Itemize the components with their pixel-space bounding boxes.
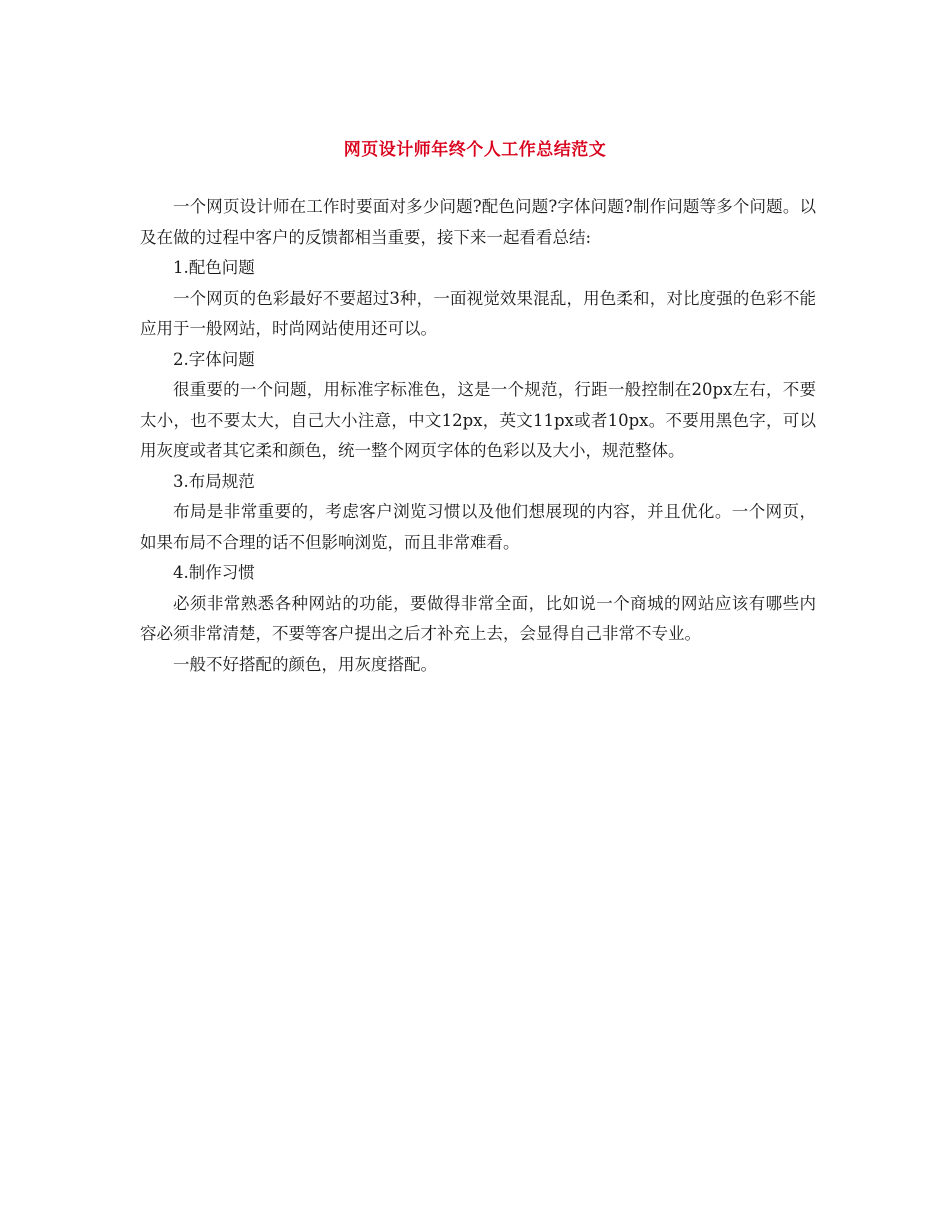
closing-paragraph: 一般不好搭配的颜色，用灰度搭配。 — [173, 654, 437, 674]
layout-paragraph: 布局是非常重要的，考虑客户浏览习惯以及他们想展现的内容，并且优化。一个网页，如果布局不合理的话不但影响浏览，而且非常难看。 — [140, 502, 816, 552]
font-paragraph: 很重要的一个问题，用标准字标准色，这是一个规范，行距一般控制在20px左右，不要太小，也不要太大，自己大小注意，中文12px，英文11px或者10px。不要用黑色字，可以用灰度或者其它柔和颜色，统一整个网页字体的色彩以及大小，规范整体。 — [140, 380, 816, 460]
intro-paragraph: 一个网页设计师在工作时要面对多少问题?配色问题?字体问题?制作问题等多个问题。以及在做的过程中客户的反馈都相当重要，接下来一起看看总结: — [140, 197, 816, 247]
section-heading-color: 1.配色问题 — [173, 258, 255, 277]
section-heading-habits: 4.制作习惯 — [173, 563, 255, 582]
section-heading-layout: 3.布局规范 — [173, 471, 255, 491]
section-heading-font: 2.字体问题 — [173, 349, 255, 369]
document-body — [140, 192, 816, 680]
habits-paragraph: 必须非常熟悉各种网站的功能，要做得非常全面，比如说一个商城的网站应该有哪些内容必须非常清楚，不要等客户提出之后才补充上去，会显得自己非常不专业。 — [140, 593, 816, 643]
color-paragraph: 一个网页的色彩最好不要超过3种，一面视觉效果混乱，用色柔和，对比度强的色彩不能应用于一般网站，时尚网站使用还可以。 — [140, 288, 816, 338]
document-title: 网页设计师年终个人工作总结范文 — [343, 140, 607, 161]
